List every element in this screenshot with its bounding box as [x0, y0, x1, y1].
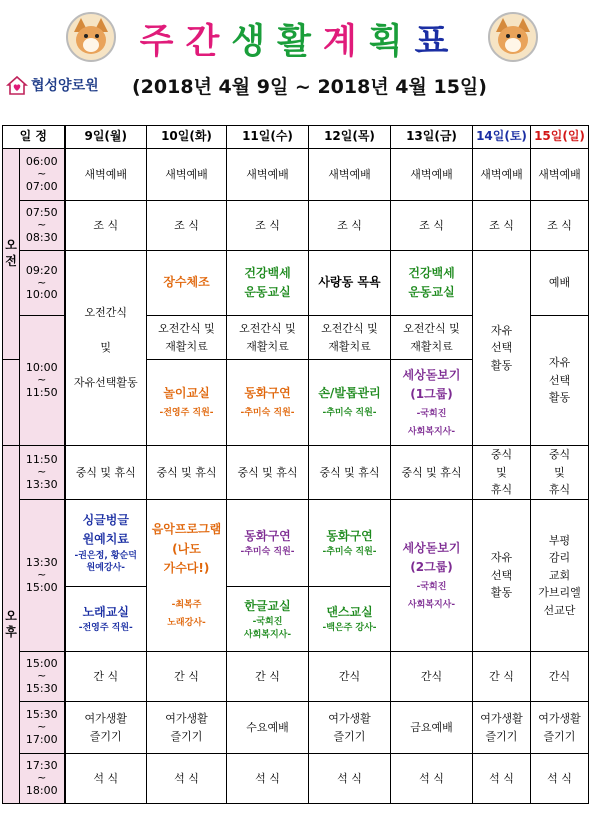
schedule-cell: 간식: [391, 652, 473, 702]
schedule-cell: 간식: [309, 652, 391, 702]
schedule-cell: 새벽예배: [309, 149, 391, 201]
org-name: 협성양로원: [31, 78, 99, 94]
row-lunch: [3, 446, 589, 500]
schedule-cell: 중식 및 휴식: [227, 446, 309, 500]
schedule-cell: 중식 및 휴식: [391, 446, 473, 500]
schedule-cell: 수요예배: [227, 702, 309, 754]
schedule-cell: 세상돋보기 (2그룹) -국희진 사회복지사-: [391, 500, 473, 652]
schedule-cell: 석 식: [473, 754, 531, 804]
schedule-cell: 오전간식 및 자유선택활동: [65, 251, 147, 446]
schedule-cell: 동화구연 -추미숙 직원- 한글교실 -국희진 사회복지사-: [227, 500, 309, 652]
schedule-cell: 조 식: [391, 201, 473, 251]
schedule-cell: 조 식: [227, 201, 309, 251]
schedule-cell: 석 식: [391, 754, 473, 804]
schedule-cell: 간 식: [473, 652, 531, 702]
schedule-cell: 음악프로그램 (나도 가수다!) -최복주 노래강사-: [147, 500, 227, 652]
schedule-cell: 놀이교실 -전영주 직원-: [147, 360, 227, 446]
schedule-cell: 석 식: [531, 754, 589, 804]
schedule-cell: 조 식: [309, 201, 391, 251]
day-tue: 10일(화): [147, 126, 227, 149]
schedule-cell: 동화구연 -추미숙 직원- 댄스교실 -백은주 강사-: [309, 500, 391, 652]
schedule-cell: 석 식: [309, 754, 391, 804]
schedule-cell: 중식 및 휴식: [147, 446, 227, 500]
schedule-cell: 중식 및 휴식: [309, 446, 391, 500]
row-dinner: [3, 754, 589, 804]
schedule-cell: 세상돋보기 (1그룹) -국희진 사회복지사-: [391, 360, 473, 446]
schedule-cell: 부평 감리 교회 가브리엘 선교단: [531, 500, 589, 652]
schedule-cell: 오전간식 및 재활치료: [147, 316, 227, 360]
row-afternoon: [3, 500, 589, 652]
time-cell: 15:00 ~ 15:30: [20, 652, 65, 702]
time-cell: 11:50 ~ 13:30: [20, 446, 65, 500]
time-cell: 15:30 ~ 17:00: [20, 702, 65, 754]
schedule-cell: 조 식: [473, 201, 531, 251]
schedule-cell: 여가생활 즐기기: [309, 702, 391, 754]
day-sun: 15일(일): [531, 126, 589, 149]
house-heart-icon: [6, 74, 28, 96]
schedule-table-wrap: [2, 125, 589, 804]
schedule-cell: 새벽예배: [65, 149, 147, 201]
day-sat: 14일(토): [473, 126, 531, 149]
day-fri: 13일(금): [391, 126, 473, 149]
schedule-cell: 오전간식 및 재활치료: [391, 316, 473, 360]
schedule-table: [2, 125, 589, 804]
dog-face-icon: [66, 12, 116, 62]
schedule-cell: 싱글벙글 원예치료 -권은정, 황순덕 원예강사- 노래교실 -전영주 직원-: [65, 500, 147, 652]
schedule-cell: 간식: [531, 652, 589, 702]
time-cell: 17:30 ~ 18:00: [20, 754, 65, 804]
day-thu: 12일(목): [309, 126, 391, 149]
schedule-cell: 자유 선택 활동: [473, 251, 531, 446]
schedule-cell: 간 식: [147, 652, 227, 702]
schedule-cell: 중식 및 휴식: [531, 446, 589, 500]
schedule-cell: 건강백세 운동교실: [227, 251, 309, 316]
schedule-period: (2018년 4월 9일 ~ 2018년 4월 15일): [132, 76, 487, 98]
schedule-cell: 석 식: [147, 754, 227, 804]
schedule-cell: 금요예배: [391, 702, 473, 754]
am-spacer: [3, 360, 20, 446]
dog-face-icon: [488, 12, 538, 62]
header-row: [3, 126, 589, 149]
header: [0, 0, 600, 120]
schedule-cell: 조 식: [147, 201, 227, 251]
time-cell: 07:50 ~ 08:30: [20, 201, 65, 251]
row-snack: [3, 652, 589, 702]
time-cell: 13:30 ~ 15:00: [20, 500, 65, 652]
schedule-cell: 조 식: [531, 201, 589, 251]
pm-label: 오 후: [3, 446, 20, 804]
schedule-cell: 사랑동 목욕: [309, 251, 391, 316]
schedule-cell: 오전간식 및 재활치료: [227, 316, 309, 360]
schedule-cell: 자유 선택 활동: [531, 316, 589, 446]
schedule-cell: 여가생활 즐기기: [147, 702, 227, 754]
row-leisure: [3, 702, 589, 754]
schedule-cell: 석 식: [227, 754, 309, 804]
schedule-cell: 새벽예배: [227, 149, 309, 201]
time-cell: 10:00 ~ 11:50: [20, 316, 65, 446]
schedule-cell: 동화구연 -추미숙 직원-: [227, 360, 309, 446]
day-wed: 11일(수): [227, 126, 309, 149]
schedule-cell: 간 식: [227, 652, 309, 702]
schedule-cell: 중식 및 휴식: [65, 446, 147, 500]
day-mon: 9일(월): [65, 126, 147, 149]
row-morning-1: [3, 251, 589, 316]
schedule-cell: 여가생활 즐기기: [65, 702, 147, 754]
schedule-cell: 자유 선택 활동: [473, 500, 531, 652]
schedule-cell: 새벽예배: [531, 149, 589, 201]
schedule-cell: 새벽예배: [473, 149, 531, 201]
time-cell: 09:20 ~ 10:00: [20, 251, 65, 316]
schedule-cell: 여가생활 즐기기: [531, 702, 589, 754]
row-breakfast: [3, 201, 589, 251]
schedule-cell: 석 식: [65, 754, 147, 804]
schedule-cell: 예배: [531, 251, 589, 316]
org-logo: [6, 74, 99, 96]
time-cell: 06:00 ~ 07:00: [20, 149, 65, 201]
schedule-cell: 조 식: [65, 201, 147, 251]
schedule-cell: 간 식: [65, 652, 147, 702]
schedule-cell: 손/발톱관리 -추미숙 직원-: [309, 360, 391, 446]
schedule-cell: 오전간식 및 재활치료: [309, 316, 391, 360]
am-label: 오 전: [3, 149, 20, 360]
schedule-cell: 새벽예배: [391, 149, 473, 201]
schedule-cell: 건강백세 운동교실: [391, 251, 473, 316]
schedule-cell: 여가생활 즐기기: [473, 702, 531, 754]
schedule-cell: 장수체조: [147, 251, 227, 316]
schedule-cell: 새벽예배: [147, 149, 227, 201]
row-dawn: [3, 149, 589, 201]
corner-cell: 일 정: [3, 126, 65, 149]
schedule-cell: 중식 및 휴식: [473, 446, 531, 500]
page-title: 주간생활계획표: [139, 22, 461, 62]
